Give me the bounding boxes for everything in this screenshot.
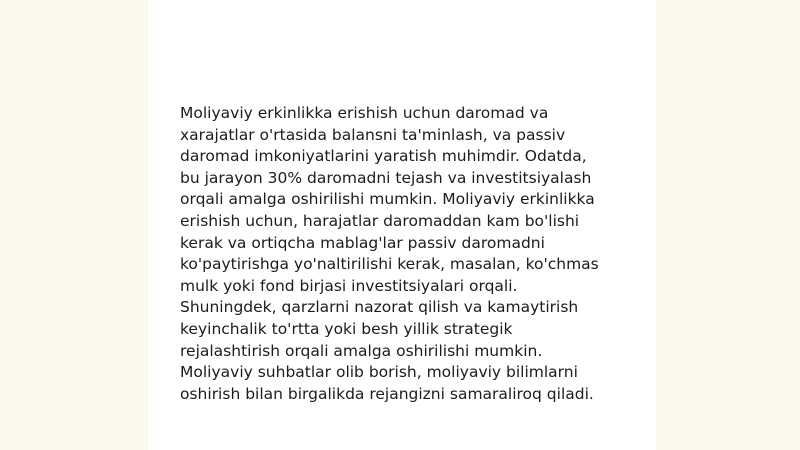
document-page [148, 0, 656, 450]
body-paragraph: Moliyaviy erkinlikka erishish uchun daromad va xarajatlar o'rtasida balansni ta'minlash, va passiv daromad imkoniyatlarini yaratish muhimdir. Odatda, bu jarayon 30% daromadni tejash va investitsiyalash orqali amalga oshirilishi mumkin. Moliyaviy erkinlikka erishish uchun, harajatlar daromaddan kam bo'lishi kerak va ortiqcha mablag'lar passiv daromadni ko'paytirishga yo'naltirilishi kerak, masalan, ko'chmas mulk yoki fond birjasi investitsiyalari orqali. Shuningdek, qarzlarni nazorat qilish va kamaytirish keyinchalik to'rtta yoki besh yillik strategik rejalashtirish orqali amalga oshirilishi mumkin. Moliyaviy suhbatlar olib borish, moliyaviy bilimlarni oshirish bilan birgalikda rejangizni samaraliroq qiladi. [180, 104, 599, 403]
